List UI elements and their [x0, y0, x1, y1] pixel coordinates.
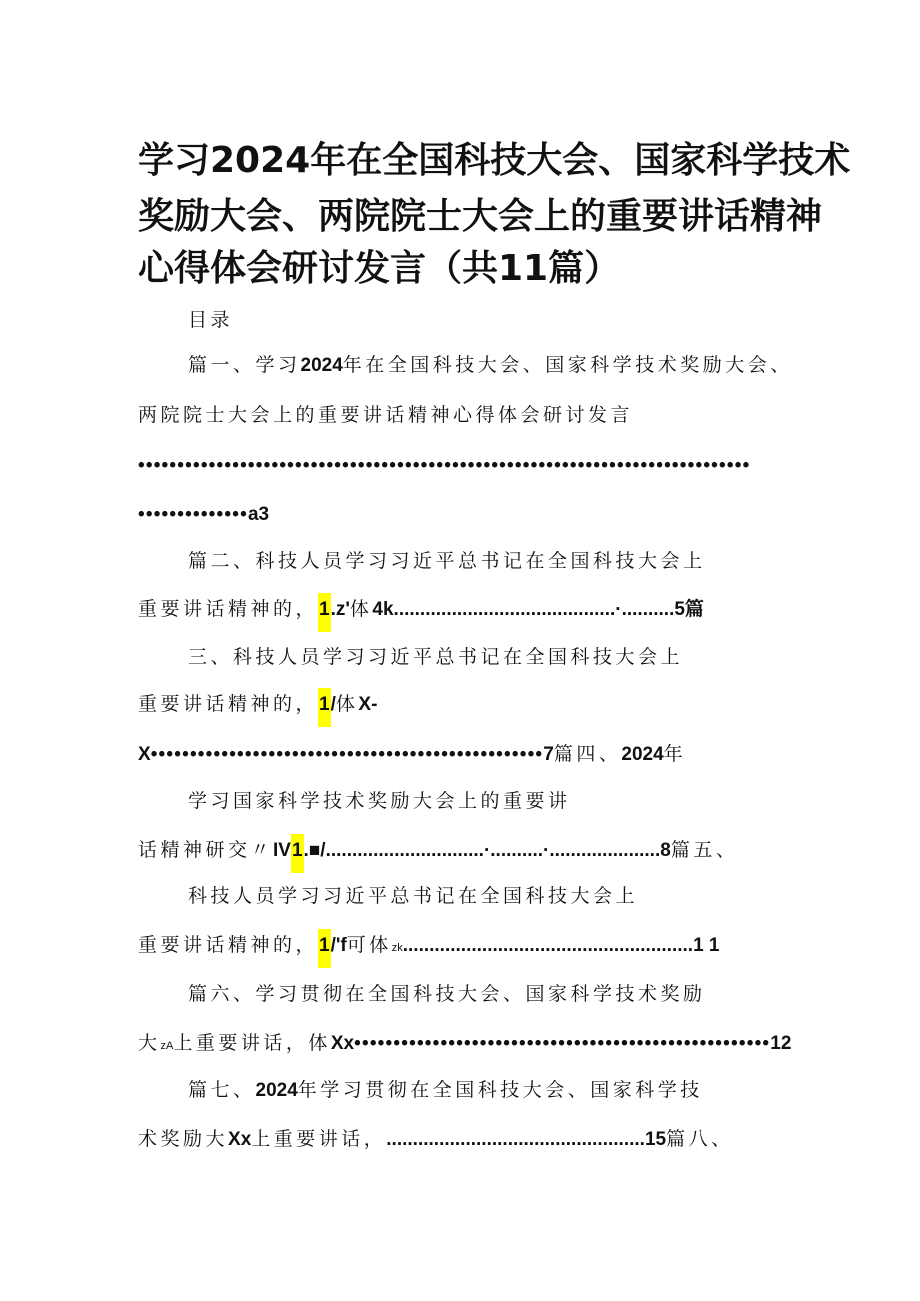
toc-line	[138, 695, 377, 714]
highlight-mark: 1	[318, 688, 331, 727]
toc-heading: 目录	[188, 309, 234, 331]
toc-text: 两院院士大会上的重要讲话精神心得体会研讨发言	[138, 404, 634, 426]
toc-leader-dots: ••••••••••••••	[138, 504, 248, 525]
toc-text: 年学习贯彻在全国科技大会、国家科学技	[297, 1079, 703, 1101]
toc-leader-dots: •••••••••••••••••••••••••••••••••••••••••••••••••••••	[354, 1033, 771, 1054]
toc-text: 科技人员学习习近平总书记在全国科技大会上	[188, 885, 639, 907]
toc-page-ref: 12	[770, 1033, 792, 1054]
toc-text: 篇五、	[670, 839, 739, 861]
title-line-3: 心得体会研讨发言（共11篇）	[138, 248, 621, 289]
toc-garbled: Xx	[228, 1129, 252, 1150]
toc-garbled: X	[138, 744, 151, 765]
toc-leader-page: .......................................................1 1	[402, 935, 720, 956]
toc-text: 学习国家科学技术奖励大会上的重要讲	[188, 790, 571, 812]
toc-leader-page: .................................................15	[386, 1129, 667, 1150]
toc-garbled: IV	[273, 840, 291, 861]
toc-text: 体	[349, 598, 373, 620]
toc-page-ref: a3	[247, 504, 270, 525]
toc-garbled: /	[330, 694, 336, 715]
toc-line	[188, 887, 638, 906]
toc-garbled: .z'	[330, 599, 350, 620]
toc-text: 术奖励大	[138, 1128, 229, 1150]
toc-text: 篇八、	[666, 1128, 734, 1150]
toc-line	[138, 841, 738, 860]
toc-leader-dots: ••••••••••••••••••••••••••••••••••••••••••••••••••••••••••••••••••••••••••••••	[138, 455, 751, 476]
toc-line	[188, 1081, 703, 1100]
toc-text: 篇二、科技人员学习习近平总书记在全国科技大会上	[188, 550, 706, 572]
toc-text: 重要讲话精神的，	[138, 693, 319, 715]
toc-line	[188, 985, 706, 1004]
toc-garbled: Xx	[330, 1033, 355, 1054]
toc-garbled-small: zk	[391, 942, 403, 954]
toc-line	[188, 552, 706, 571]
toc-leader-page: .■/..............................·..........·.....................8	[303, 840, 671, 861]
toc-line	[138, 406, 633, 425]
toc-text: 上重要讲话，体	[173, 1032, 331, 1054]
toc-garbled-small: zA	[160, 1040, 174, 1052]
toc-garbled: /'f	[330, 935, 347, 956]
toc-leader-dots: ••••••••••••••••••••••••••••••••••••••••••••••••••	[150, 744, 544, 765]
toc-line	[138, 745, 686, 764]
toc-line	[188, 648, 683, 667]
toc-line	[138, 1034, 791, 1053]
toc-line	[138, 936, 719, 955]
toc-text: 体	[335, 693, 359, 715]
toc-leader-page: 4k..........................................·..........5篇	[372, 599, 704, 620]
toc-text: 重要讲话精神的，	[138, 934, 319, 956]
toc-text: 篇一、学习	[188, 354, 301, 376]
toc-number: 2024	[621, 744, 664, 765]
toc-line	[138, 1130, 734, 1149]
toc-text: 篇六、学习贯彻在全国科技大会、国家科学技术奖励	[188, 983, 706, 1005]
toc-number: 2024	[255, 1080, 298, 1101]
toc-line	[138, 456, 750, 475]
toc-text: 话精神研交〃	[138, 839, 274, 861]
highlight-mark: 1	[318, 593, 331, 632]
toc-text: 年	[663, 743, 687, 765]
toc-line	[188, 792, 571, 811]
toc-text: 年在全国科技大会、国家科学技术奖励大会、	[342, 354, 793, 376]
toc-line	[138, 505, 269, 524]
highlight-mark: 1	[291, 834, 304, 873]
highlight-mark: 1	[318, 929, 331, 968]
toc-page-ref: 7	[543, 744, 554, 765]
toc-garbled: X-	[358, 694, 378, 715]
toc-text: 可体	[346, 934, 392, 956]
title-line-2: 奖励大会、两院院士大会上的重要讲话精神	[138, 196, 823, 237]
toc-text: 重要讲话精神的，	[138, 598, 319, 620]
title-line-1: 学习2024年在全国科技大会、国家科学技术	[138, 140, 851, 181]
toc-line	[188, 356, 793, 375]
toc-text: 篇四、	[553, 743, 622, 765]
toc-text: 大	[138, 1032, 161, 1054]
toc-text: 篇七、	[188, 1079, 256, 1101]
toc-text: 三、科技人员学习习近平总书记在全国科技大会上	[188, 646, 684, 668]
toc-line	[138, 600, 704, 619]
toc-text: 上重要讲话，	[251, 1128, 387, 1150]
toc-number: 2024	[300, 355, 343, 376]
